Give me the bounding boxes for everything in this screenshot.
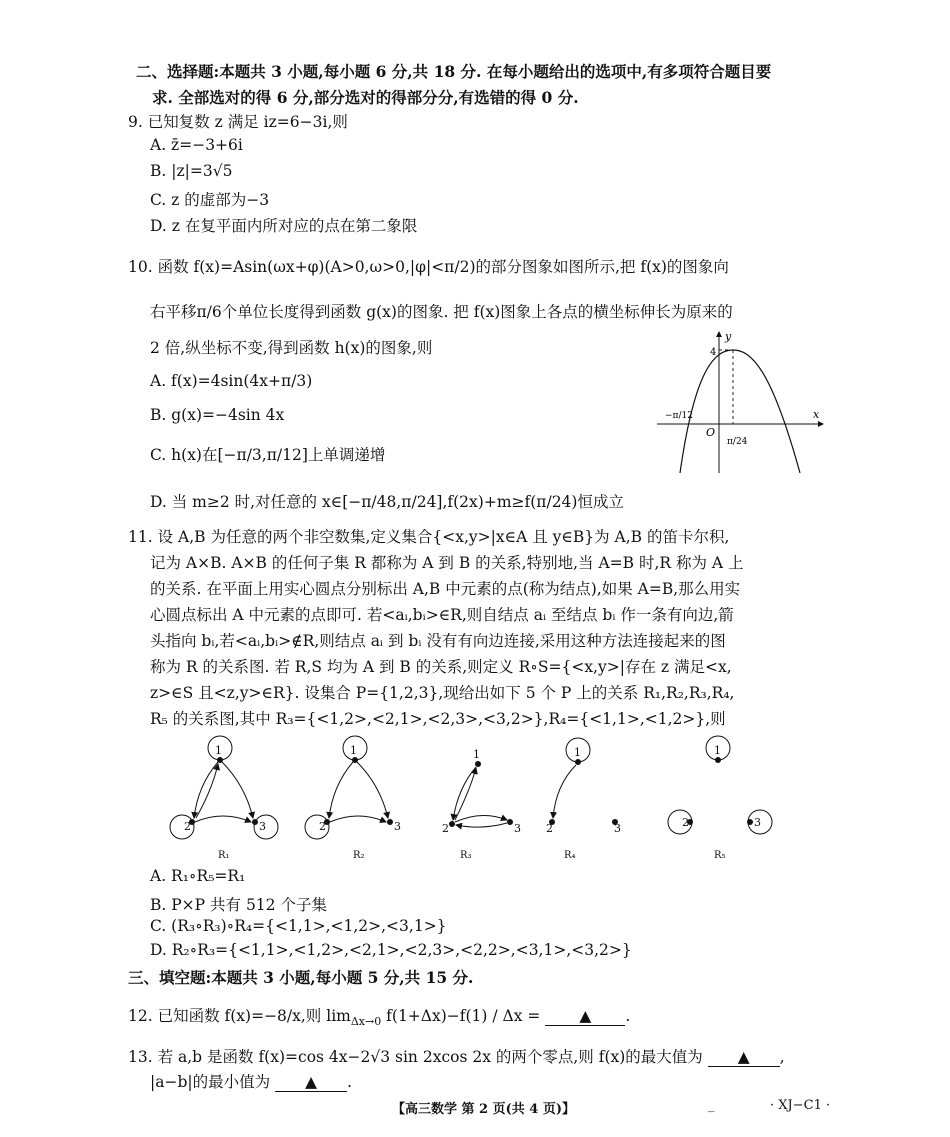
origin-label: O — [706, 426, 716, 439]
q11-relation-graphs — [160, 730, 800, 865]
q10-line1: 10. 函数 f(x)=Asin(ωx+φ)(A>0,ω>0,|φ|<π/2)的部分图象如图所示,把 f(x)的图象向 — [128, 258, 729, 276]
svg-text:2: 2 — [442, 822, 449, 835]
left-tick-label: −π/12 — [665, 411, 693, 421]
r4-node-1 — [575, 759, 581, 765]
q11-option-d: D. R₂∘R₃={<1,1>,<1,2>,<2,1>,<2,3>,<2,2>,<3,1>,<3,2>} — [150, 941, 632, 959]
q10-option-a: A. f(x)=4sin(4x+π/3) — [150, 372, 313, 390]
q11-line4: 心圆点标出 A 中元素的点即可. 若<aᵢ,bᵢ>∈R,则自结点 aᵢ 至结点 bᵢ 作一条有向边,箭 — [150, 606, 734, 624]
q11-line8: R₅ 的关系图,其中 R₃={<1,2>,<2,1>,<2,3>,<3,2>},R₄={<1,1>,<1,2>},则 — [150, 710, 726, 728]
r3-node-1 — [475, 761, 481, 767]
svg-text:3: 3 — [614, 822, 621, 835]
svg-text:1: 1 — [574, 746, 581, 759]
q12-equals: = — [527, 1007, 541, 1025]
graph-r5 — [668, 736, 772, 861]
q11-option-a: A. R₁∘R₅=R₁ — [150, 867, 246, 885]
q11-line3: 的关系. 在平面上用实心圆点分别标出 A,B 中元素的点(称为结点),如果 A=B,那么用实 — [150, 580, 741, 598]
footer-page-info: 【高三数学 第 2 页(共 4 页)】 — [392, 1102, 576, 1117]
section3-title: 三、填空题:本题共 3 小题,每小题 5 分,共 15 分. — [128, 968, 474, 987]
r3-label: R₃ — [460, 850, 472, 861]
q11-line2: 记为 A×B. A×B 的任何子集 R 都称为 A 到 B 的关系,特别地,当 A=B 时,R 称为 A 上 — [150, 554, 744, 572]
sine-curve — [680, 350, 800, 473]
footer-dash: _ — [708, 1098, 715, 1113]
q12-prefix: 12. 已知函数 f(x)=−8/x,则 lim — [128, 1007, 351, 1025]
q9-option-d: D. z 在复平面内所对应的点在第二象限 — [150, 217, 418, 235]
svg-text:3: 3 — [754, 816, 761, 829]
q13-line2: |a−b|的最小值为 — [150, 1073, 271, 1091]
q11-line5: 头指向 bᵢ,若<aᵢ,bᵢ>∉R,则结点 aᵢ 到 bᵢ 没有有向边连接,采用这种方法连接起来的图 — [150, 632, 726, 650]
q10-option-c: C. h(x)在[−π/3,π/12]上单调递增 — [150, 446, 386, 464]
q9-option-b: B. |z|=3√5 — [150, 162, 233, 180]
q10-line3: 2 倍,纵坐标不变,得到函数 h(x)的图象,则 — [150, 339, 433, 357]
q13-line1: 13. 若 a,b 是函数 f(x)=cos 4x−2√3 sin 2xcos 2x 的两个零点,则 f(x)的最大值为 — [128, 1048, 703, 1066]
q11-option-b: B. P×P 共有 512 个子集 — [150, 896, 327, 914]
q9-option-c: C. z 的虚部为−3 — [150, 191, 270, 209]
footer-code: · XJ−C1 · — [770, 1098, 831, 1113]
r5-label: R₅ — [714, 850, 726, 861]
y-label: y — [725, 330, 732, 343]
q11-line7: z>∈S 且<z,y>∈R}. 设集合 P={1,2,3},现给出如下 5 个 P 上的关系 R₁,R₂,R₃,R₄, — [150, 684, 735, 702]
svg-text:3: 3 — [259, 820, 266, 833]
svg-text:2: 2 — [546, 822, 553, 835]
r4-label: R₄ — [564, 850, 576, 861]
q10-option-d: D. 当 m≥2 时,对任意的 x∈[−π/48,π/24],f(2x)+m≥f(π/24)恒成立 — [150, 493, 624, 511]
q13-line2-wrap: |a−b|的最小值为 ▲ . — [150, 1073, 352, 1091]
graph-r1 — [170, 736, 278, 861]
right-tick-label: π/24 — [727, 437, 748, 447]
graph-r2 — [305, 736, 401, 861]
q9-option-a: A. z̄=−3+6i — [150, 136, 243, 154]
q11-option-c: C. (R₃∘R₃)∘R₄={<1,1>,<1,2>,<3,1>} — [150, 917, 447, 935]
q11-line6: 称为 R 的关系图. 若 R,S 均为 A 到 B 的关系,则定义 R∘S={<x,y>|存在 z 满足<x, — [150, 658, 732, 676]
q12-fraction: f(1+Δx)−f(1) / Δx — [386, 1007, 523, 1025]
q13-answer-blank-1[interactable]: ▲ — [708, 1048, 780, 1067]
q12-line: 12. 已知函数 f(x)=−8/x,则 $\lim_{\Delta x\to 0} f(1+\Delta x)-f(1) / \Delta x$ = ▲ . — [128, 1007, 631, 1029]
peak-label: 4 — [710, 347, 717, 358]
q13-line1-wrap: 13. 若 a,b 是函数 f(x)=cos 4x−2√3 sin 2xcos 2x 的两个零点,则 f(x)的最大值为 ▲ , — [128, 1048, 785, 1066]
graph-r3 — [442, 748, 521, 861]
svg-text:2: 2 — [682, 816, 689, 829]
r3-node-2 — [449, 821, 455, 827]
q10-option-b: B. g(x)=−4sin 4x — [150, 406, 285, 424]
section2-line2: 求. 全部选对的得 6 分,部分选对的得部分分,有选错的得 0 分. — [152, 88, 579, 107]
svg-text:2: 2 — [184, 820, 191, 833]
x-label: x — [813, 408, 820, 421]
svg-text:3: 3 — [514, 822, 521, 835]
svg-text:1: 1 — [714, 744, 721, 757]
q9-stem: 9. 已知复数 z 满足 iz=6−3i,则 — [128, 113, 348, 131]
svg-text:2: 2 — [319, 820, 326, 833]
svg-text:1: 1 — [215, 744, 222, 757]
q12-lim-sub: Δx→0 — [350, 1015, 382, 1029]
r2-label: R₂ — [353, 850, 365, 861]
q10-line2: 右平移π/6个单位长度得到函数 g(x)的图象. 把 f(x)图象上各点的横坐标伸长为原来的 — [150, 303, 733, 321]
q12-answer-blank[interactable]: ▲ — [545, 1007, 625, 1026]
svg-text:3: 3 — [394, 820, 401, 833]
r3-node-3 — [507, 819, 513, 825]
r5-node-1 — [715, 757, 721, 763]
svg-text:1: 1 — [473, 748, 480, 761]
r2-node-3 — [387, 819, 393, 825]
q10-sine-graph — [655, 328, 830, 478]
r1-label: R₁ — [218, 850, 230, 861]
q11-line1: 11. 设 A,B 为任意的两个非空数集,定义集合{<x,y>|x∈A 且 y∈B}为 A,B 的笛卡尔积, — [128, 528, 730, 546]
svg-text:1: 1 — [350, 744, 357, 757]
q13-answer-blank-2[interactable]: ▲ — [275, 1073, 347, 1092]
section2-line1: 二、选择题:本题共 3 小题,每小题 6 分,共 18 分. 在每小题给出的选项中,有多项符合题目要 — [136, 62, 772, 81]
graph-r4 — [546, 738, 621, 861]
